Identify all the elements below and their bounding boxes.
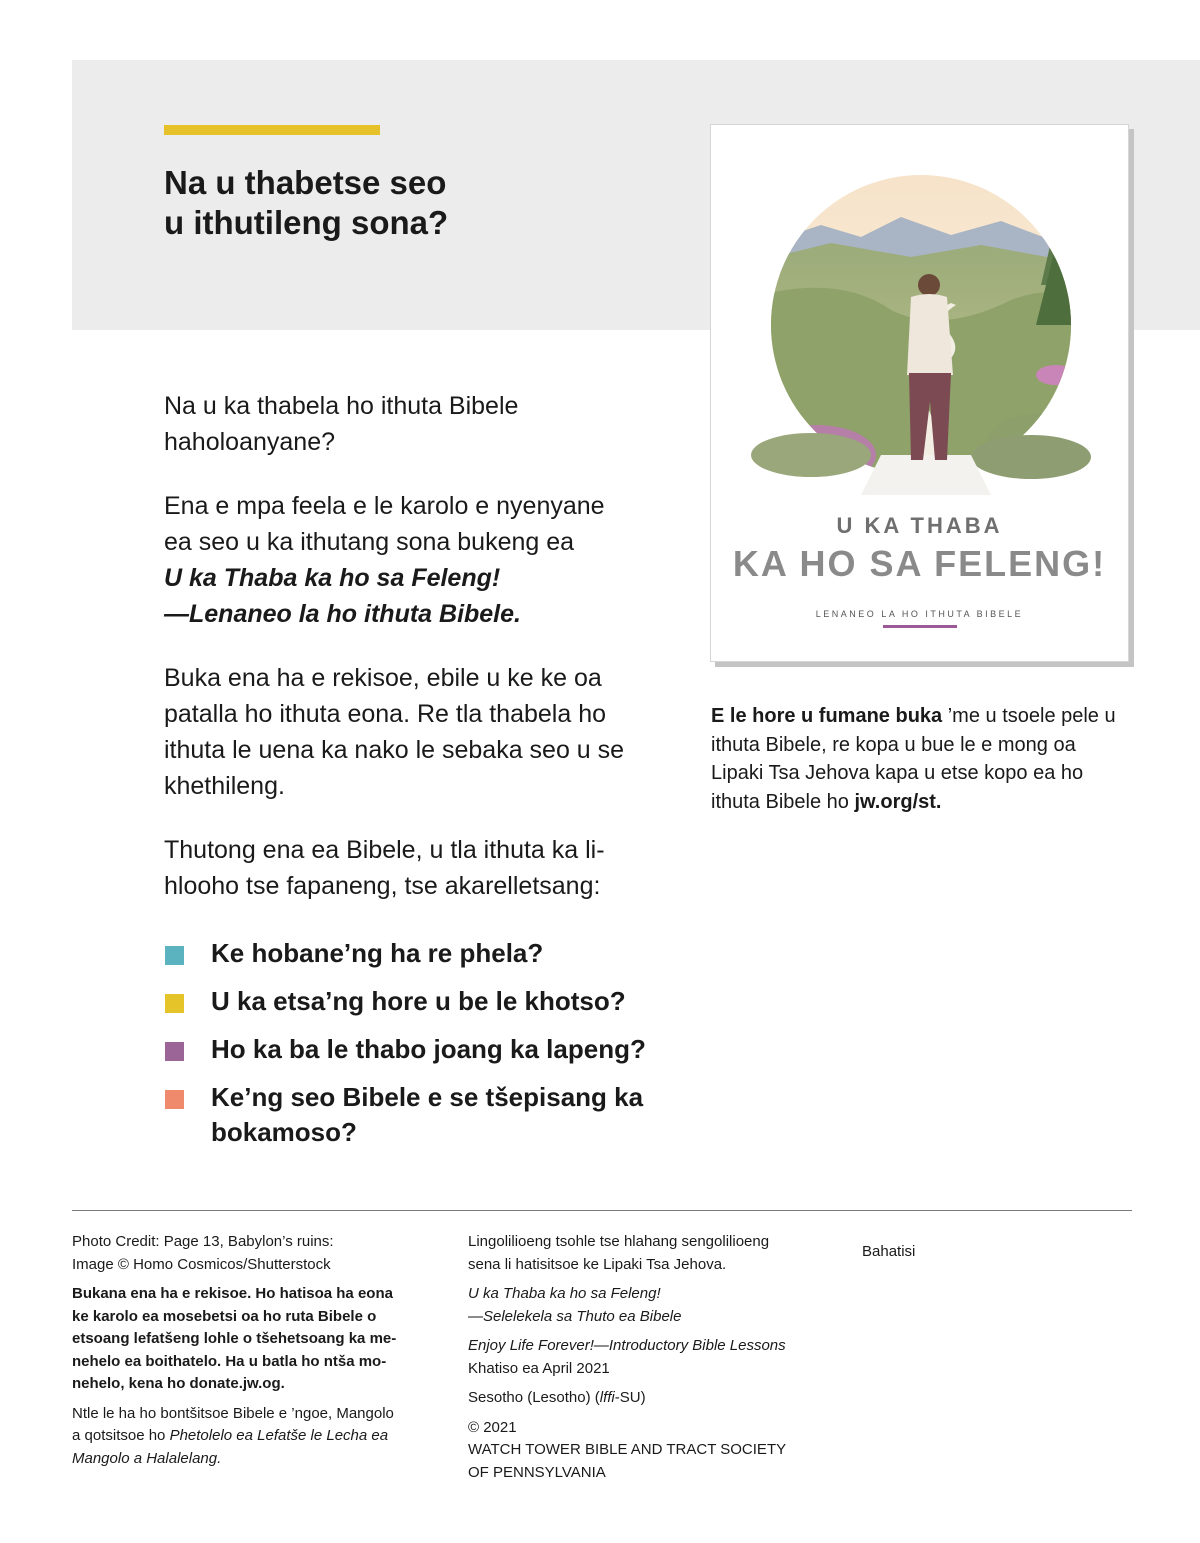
text-line: nehelo, kena ho donate.jw.og. — [72, 1375, 285, 1392]
text-line: Lingolilioeng tsohle tse hlahang sengolilioeng — [468, 1233, 770, 1250]
text-line: Na u ka thabela ho ithuta Bibele — [164, 392, 519, 420]
language-line — [468, 1387, 838, 1410]
text-line: khethileng. — [164, 772, 285, 800]
text-line: —Selelekela sa Thuto ea Bibele — [468, 1307, 682, 1325]
caption-text: ’me u tsoele pele u ithuta Bibele, re kopa u bue le e mong oa Lipaki Tsa Jehova kapa u etse kopo ea ho ithuta Bibele ho — [711, 705, 1116, 813]
accent-bar — [164, 125, 380, 135]
text-line: © 2021 — [468, 1418, 517, 1436]
book-subtitle: —Lenaneo la ho ithuta Bibele. — [164, 600, 521, 628]
publication-title-sesotho — [468, 1283, 838, 1328]
text-line: Buka ena ha e rekisoe, ebile u ke ke oa — [164, 664, 602, 692]
bible-title: Mangolo a Halalelang. — [72, 1449, 222, 1467]
cover-underline — [883, 625, 957, 628]
paragraph-free — [164, 660, 674, 804]
languages-note — [468, 1231, 838, 1276]
language-code: lffi — [599, 1389, 615, 1406]
text-line: Ntle le ha ho bontšitsoe Bibele e ’ngoe, Mangolo — [72, 1404, 394, 1422]
topic-list — [164, 936, 684, 1163]
teal-square-icon — [165, 946, 184, 965]
caption-bold: E le hore u fumane buka — [711, 705, 943, 727]
paragraph-topics — [164, 832, 674, 904]
text-fragment: Sesotho (Lesotho) ( — [468, 1389, 600, 1406]
footer-col-1 — [72, 1231, 442, 1477]
topic-text: Ke hobane’ng ha re phela? — [211, 938, 544, 968]
bible-translation-note — [72, 1403, 442, 1471]
text-line: ithuta le uena ka nako le sebaka seo u se — [164, 736, 625, 764]
text-line: ea seo u ka ithutang sona bukeng ea — [164, 528, 575, 556]
text-line: ke karolo ea mosebetsi oa ho ruta Bibele o — [72, 1307, 377, 1325]
text-fragment: a qotsitsoe ho — [72, 1427, 170, 1444]
text-fragment: -SU) — [614, 1389, 646, 1406]
request-caption — [711, 702, 1131, 816]
page-title — [164, 163, 684, 243]
bible-title: Phetolelo ea Lefatše le Lecha ea — [169, 1427, 389, 1444]
paragraph-intro — [164, 388, 674, 460]
text-line: U ka Thaba ka ho sa Feleng! — [468, 1285, 661, 1302]
list-item — [164, 1032, 684, 1067]
topic-text: Ho ka ba le thabo joang ka lapeng? — [211, 1034, 646, 1064]
cover-title-line2: KA HO SA FELENG! — [732, 543, 1107, 584]
text-line: Ena e mpa feela e le karolo e nyenyane — [164, 492, 605, 520]
text-line: nehelo ea boithatelo. Ha u batla ho ntša mo- — [72, 1352, 387, 1370]
book-title: U ka Thaba ka ho sa Feleng! — [164, 564, 501, 592]
body-text — [164, 388, 674, 932]
text-line: haholoanyane? — [164, 428, 335, 456]
publishers-label: Bahatisi — [862, 1243, 916, 1260]
list-item — [164, 936, 684, 971]
text-line: Photo Credit: Page 13, Babylon’s ruins: — [72, 1233, 334, 1250]
text-line: Enjoy Life Forever!—Introductory Bible Lessons — [468, 1337, 786, 1354]
purple-square-icon — [165, 1042, 184, 1061]
jw-org-link[interactable]: jw.org/st. — [854, 790, 942, 813]
text-line: WATCH TOWER BIBLE AND TRACT SOCIETY — [468, 1441, 787, 1458]
text-line: patalla ho ithuta eona. Re tla thabela ho — [164, 700, 607, 728]
text-line: Image © Homo Cosmicos/Shutterstock — [72, 1255, 331, 1273]
cover-series-label: LENANEO LA HO ITHUTA BIBELE — [815, 609, 1024, 619]
text-line: etsoang lefatšeng lohle o tšehetsoang ka me- — [72, 1330, 397, 1347]
list-item — [164, 984, 684, 1019]
printing-date: Khatiso ea April 2021 — [468, 1359, 610, 1377]
footer-col-3 — [862, 1241, 1062, 1271]
topic-text: Ke’ng seo Bibele e se tšepisang ka bokamoso? — [211, 1082, 644, 1147]
title-line: u ithutileng sona? — [164, 204, 449, 241]
list-item — [164, 1080, 684, 1150]
yellow-square-icon — [165, 994, 184, 1013]
text-line — [72, 1425, 442, 1448]
photo-credit — [72, 1231, 442, 1276]
book-cover — [710, 124, 1129, 662]
topic-text: U ka etsa’ng hore u be le khotso? — [211, 986, 626, 1016]
footer-divider — [72, 1210, 1132, 1211]
footer-col-2 — [468, 1231, 838, 1491]
paragraph-book — [164, 488, 674, 632]
copyright — [468, 1417, 838, 1485]
person-head — [918, 274, 940, 296]
text-line: hlooho tse fapaneng, tse akarelletsang: — [164, 872, 601, 900]
not-for-sale-notice — [72, 1283, 442, 1396]
publication-title-english — [468, 1335, 838, 1380]
text-line: OF PENNSYLVANIA — [468, 1463, 606, 1481]
text-line: sena li hatisitsoe ke Lipaki Tsa Jehova. — [468, 1255, 727, 1273]
text-line: Thutong ena ea Bibele, u tla ithuta ka li- — [164, 836, 605, 864]
text-line: Bukana ena ha e rekisoe. Ho hatisoa ha eona — [72, 1285, 393, 1302]
cover-title-line1: U KA THABA — [836, 513, 1003, 538]
title-line: Na u thabetse seo — [164, 164, 447, 201]
coral-square-icon — [165, 1090, 184, 1109]
